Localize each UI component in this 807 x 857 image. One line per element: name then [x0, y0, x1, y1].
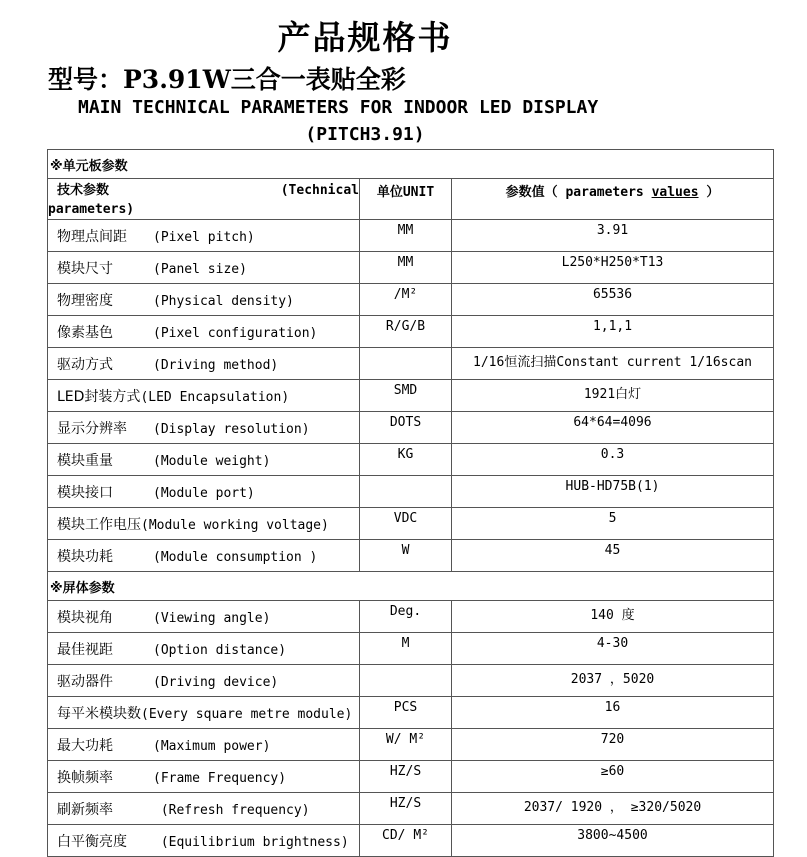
- param-en: (Module consumption ): [153, 549, 318, 565]
- table-row: [48, 316, 774, 348]
- section-row: [48, 572, 774, 601]
- param-zh: LED封装方式: [57, 388, 141, 405]
- table-row: [48, 220, 774, 252]
- value-cell: 1921白灯: [452, 380, 774, 412]
- param-cell: [48, 476, 360, 508]
- param-zh: 物理密度: [57, 292, 113, 309]
- param-zh: 像素基色: [57, 324, 113, 341]
- param-en: (Frame Frequency): [153, 770, 287, 786]
- param-en: (Driving method): [153, 357, 279, 373]
- unit-cell: SMD: [360, 380, 452, 412]
- param-cell: [48, 761, 360, 793]
- param-zh: 驱动方式: [57, 356, 113, 373]
- param-cell: [48, 252, 360, 284]
- table-row: [48, 284, 774, 316]
- table-row: [48, 825, 774, 857]
- param-cell: [48, 729, 360, 761]
- value-cell: 0.3: [452, 444, 774, 476]
- param-zh: 驱动器件: [57, 673, 113, 690]
- table-row: [48, 508, 774, 540]
- param-cell: [48, 284, 360, 316]
- header-param-en-a: (Technical: [280, 183, 359, 198]
- value-cell: 64*64=4096: [452, 412, 774, 444]
- unit-cell: W: [360, 540, 452, 572]
- unit-cell: /M²: [360, 284, 452, 316]
- header-param-en-b: parameters): [48, 202, 135, 217]
- param-en: (Panel size): [153, 261, 247, 277]
- unit-cell: MM: [360, 252, 452, 284]
- param-en: (LED Encapsulation): [140, 389, 290, 405]
- param-en: (Display resolution): [153, 421, 310, 437]
- param-cell: [48, 444, 360, 476]
- table-row: [48, 793, 774, 825]
- value-cell: 1,1,1: [452, 316, 774, 348]
- param-zh: 模块视角: [57, 609, 113, 626]
- section2-title: ※屏体参数: [48, 572, 774, 601]
- section-row: [48, 150, 774, 179]
- param-zh: 最佳视距: [57, 641, 113, 658]
- param-zh: 显示分辨率: [57, 420, 127, 437]
- param-en: (Option distance): [153, 642, 287, 658]
- value-cell: 16: [452, 697, 774, 729]
- param-cell: [48, 380, 360, 412]
- param-en: (Module weight): [153, 453, 271, 469]
- table-row: [48, 412, 774, 444]
- param-zh: 白平衡亮度: [57, 833, 127, 850]
- unit-cell: PCS: [360, 697, 452, 729]
- header-value: [452, 179, 774, 220]
- param-en: (Module working voltage): [141, 517, 329, 533]
- table-row: [48, 729, 774, 761]
- unit-cell: M: [360, 633, 452, 665]
- param-en: (Physical density): [153, 293, 294, 309]
- unit-cell: Deg.: [360, 601, 452, 633]
- unit-cell: KG: [360, 444, 452, 476]
- param-cell: [48, 412, 360, 444]
- unit-cell: W/ M²: [360, 729, 452, 761]
- section1-title: ※单元板参数: [48, 150, 774, 179]
- header-value-prefix: 参数值（ parameters: [505, 185, 652, 200]
- param-zh: 换帧频率: [57, 769, 113, 786]
- value-cell: 3.91: [452, 220, 774, 252]
- value-cell: 140 度: [452, 601, 774, 633]
- param-cell: [48, 540, 360, 572]
- unit-cell: CD/ M²: [360, 825, 452, 857]
- param-cell: [48, 825, 360, 857]
- param-zh: 模块工作电压: [57, 516, 141, 533]
- table-row: [48, 540, 774, 572]
- table-row: [48, 761, 774, 793]
- header-param: [48, 179, 360, 220]
- table-row: [48, 444, 774, 476]
- value-cell: ≥60: [452, 761, 774, 793]
- param-en: (Module port): [153, 485, 255, 501]
- header-unit-label: 单位UNIT: [376, 185, 435, 200]
- param-zh: 刷新频率: [57, 801, 113, 818]
- table-row: [48, 252, 774, 284]
- model-heading: 型号：P3.91W三合一表贴全彩: [48, 65, 406, 94]
- param-en: (Maximum power): [153, 738, 271, 754]
- param-zh: 模块重量: [57, 452, 113, 469]
- param-en: (Equilibrium brightness): [153, 834, 349, 850]
- value-cell: 3800~4500: [452, 825, 774, 857]
- unit-cell: [360, 348, 452, 380]
- param-cell: [48, 697, 360, 729]
- param-en: (Refresh frequency): [153, 802, 310, 818]
- value-cell: 2037/ 1920 ， ≥320/5020: [452, 793, 774, 825]
- value-cell: 2037 ，5020: [452, 665, 774, 697]
- value-cell: 4-30: [452, 633, 774, 665]
- param-zh: 模块接口: [57, 484, 113, 501]
- spec-table: [47, 149, 774, 857]
- table-row: [48, 476, 774, 508]
- value-cell: 5: [452, 508, 774, 540]
- table-header: [48, 179, 774, 220]
- value-cell: HUB-HD75B(1): [452, 476, 774, 508]
- unit-cell: MM: [360, 220, 452, 252]
- param-en: (Pixel configuration): [153, 325, 318, 341]
- param-cell: [48, 633, 360, 665]
- value-cell: 45: [452, 540, 774, 572]
- unit-cell: HZ/S: [360, 793, 452, 825]
- document-title: 产品规格书: [277, 18, 453, 57]
- unit-cell: VDC: [360, 508, 452, 540]
- table-row: [48, 665, 774, 697]
- param-en: (Every square metre module): [141, 706, 353, 722]
- value-cell: 65536: [452, 284, 774, 316]
- param-cell: [48, 601, 360, 633]
- english-title-line2: (PITCH3.91): [305, 124, 425, 145]
- param-zh: 模块尺寸: [57, 260, 113, 277]
- unit-cell: R/G/B: [360, 316, 452, 348]
- param-zh: 模块功耗: [57, 548, 113, 565]
- param-cell: [48, 793, 360, 825]
- param-zh: 每平米模块数: [57, 705, 141, 722]
- table-row: [48, 601, 774, 633]
- header-param-zh: 技术参数: [57, 183, 110, 198]
- param-cell: [48, 665, 360, 697]
- table-row: [48, 348, 774, 380]
- table-row: [48, 633, 774, 665]
- param-cell: [48, 348, 360, 380]
- english-title-line1: MAIN TECHNICAL PARAMETERS FOR INDOOR LED DISPLAY: [78, 97, 599, 118]
- param-zh: 物理点间距: [57, 228, 127, 245]
- param-zh: 最大功耗: [57, 737, 113, 754]
- unit-cell: HZ/S: [360, 761, 452, 793]
- table-row: [48, 380, 774, 412]
- value-cell: 1/16恒流扫描Constant current 1/16scan: [452, 348, 774, 380]
- value-cell: L250*H250*T13: [452, 252, 774, 284]
- header-value-suffix: ）: [698, 185, 720, 200]
- unit-cell: DOTS: [360, 412, 452, 444]
- table-row: [48, 697, 774, 729]
- param-cell: [48, 220, 360, 252]
- unit-cell: [360, 665, 452, 697]
- param-cell: [48, 508, 360, 540]
- header-unit: [360, 179, 452, 220]
- unit-cell: [360, 476, 452, 508]
- param-en: (Viewing angle): [153, 610, 271, 626]
- value-cell: 720: [452, 729, 774, 761]
- param-cell: [48, 316, 360, 348]
- param-en: (Pixel pitch): [153, 229, 255, 245]
- param-en: (Driving device): [153, 674, 279, 690]
- header-value-link: values: [651, 185, 699, 200]
